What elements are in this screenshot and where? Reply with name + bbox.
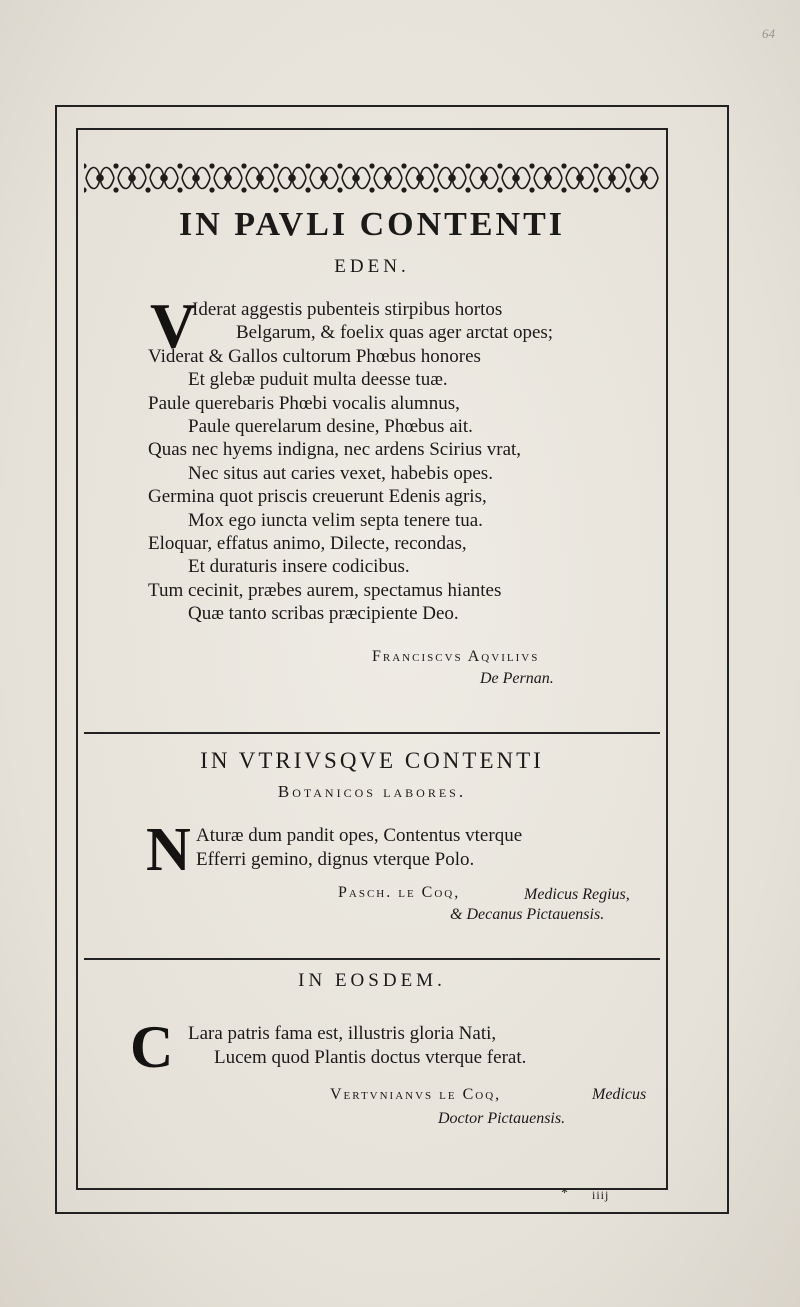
poem-line: Eloquar, effatus animo, Dilecte, recondas, [148,533,467,555]
section3-title: IN EOSDEM. [298,970,446,991]
section2-line: Aturæ dum pandit opes, Contentus vterque [196,825,523,846]
poem-line: Nec situs aut caries vexet, habebis opes. [188,462,493,484]
section2-dropcap: N [146,816,191,884]
poem-line: Quas nec hyems indigna, nec ardens Scirius vrat, [148,439,522,461]
section1-subtitle: EDEN. [334,256,410,277]
page-corner-mark: 64 [762,26,775,41]
poem-line: Germina quot priscis creuerunt Edenis agris, [148,486,487,508]
poem-line: Paule querelarum desine, Phœbus ait. [188,416,473,438]
poem-line: Iderat aggestis pubenteis stirpibus hortos [192,299,503,320]
section-divider [84,732,660,734]
section2-subtitle: Botanicos labores. [277,782,467,801]
section-divider [84,958,660,960]
poem-line: Tum cecinit, præbes aurem, spectamus hiantes [148,579,502,601]
section3-dropcap: C [130,1014,174,1080]
section1-poem [148,298,648,626]
section3-author: Vertvnianvs le Coq, [330,1086,502,1103]
poem-line: Mox ego iuncta velim septa tenere tua. [188,509,483,531]
section2-author-role2: & Decanus Pictauensis. [450,906,605,923]
poem-line: Viderat & Gallos cultorum Phœbus honores [148,345,481,367]
section1-author-place: De Pernan. [480,670,554,687]
section1-dropcap: V [150,290,197,361]
section1-title: IN PAVLI CONTENTI [178,206,566,243]
poem-line: Et glebæ puduit multa deesse tuæ. [188,369,448,391]
poem-line: Quæ tanto scribas præcipiente Deo. [188,603,459,625]
ornament-band [84,160,660,196]
section3-line: Lara patris fama est, illustris gloria Nati, [188,1023,497,1044]
footer-star: * [561,1186,568,1201]
section2-author-role: Medicus Regius, [524,886,630,903]
section3-author-role2: Doctor Pictauensis. [438,1110,566,1127]
poem-line: Paule querebaris Phœbi vocalis alumnus, [148,392,460,414]
poem-line: Et duraturis insere codicibus. [188,556,410,578]
section1-author: Franciscvs Aqvilivs [372,648,540,665]
poem-line: Belgarum, & foelix quas ager arctat opes; [236,322,554,344]
section3-line: Lucem quod Plantis doctus vterque ferat. [214,1047,527,1068]
section2-author: Pasch. le Coq, [338,884,461,901]
section2-title: IN VTRIVSQVE CONTENTI [200,748,544,773]
section2-line: Efferri gemino, dignus vterque Polo. [196,849,475,870]
section3-author-role: Medicus [592,1086,647,1103]
footer-signature: iiij [592,1188,610,1202]
